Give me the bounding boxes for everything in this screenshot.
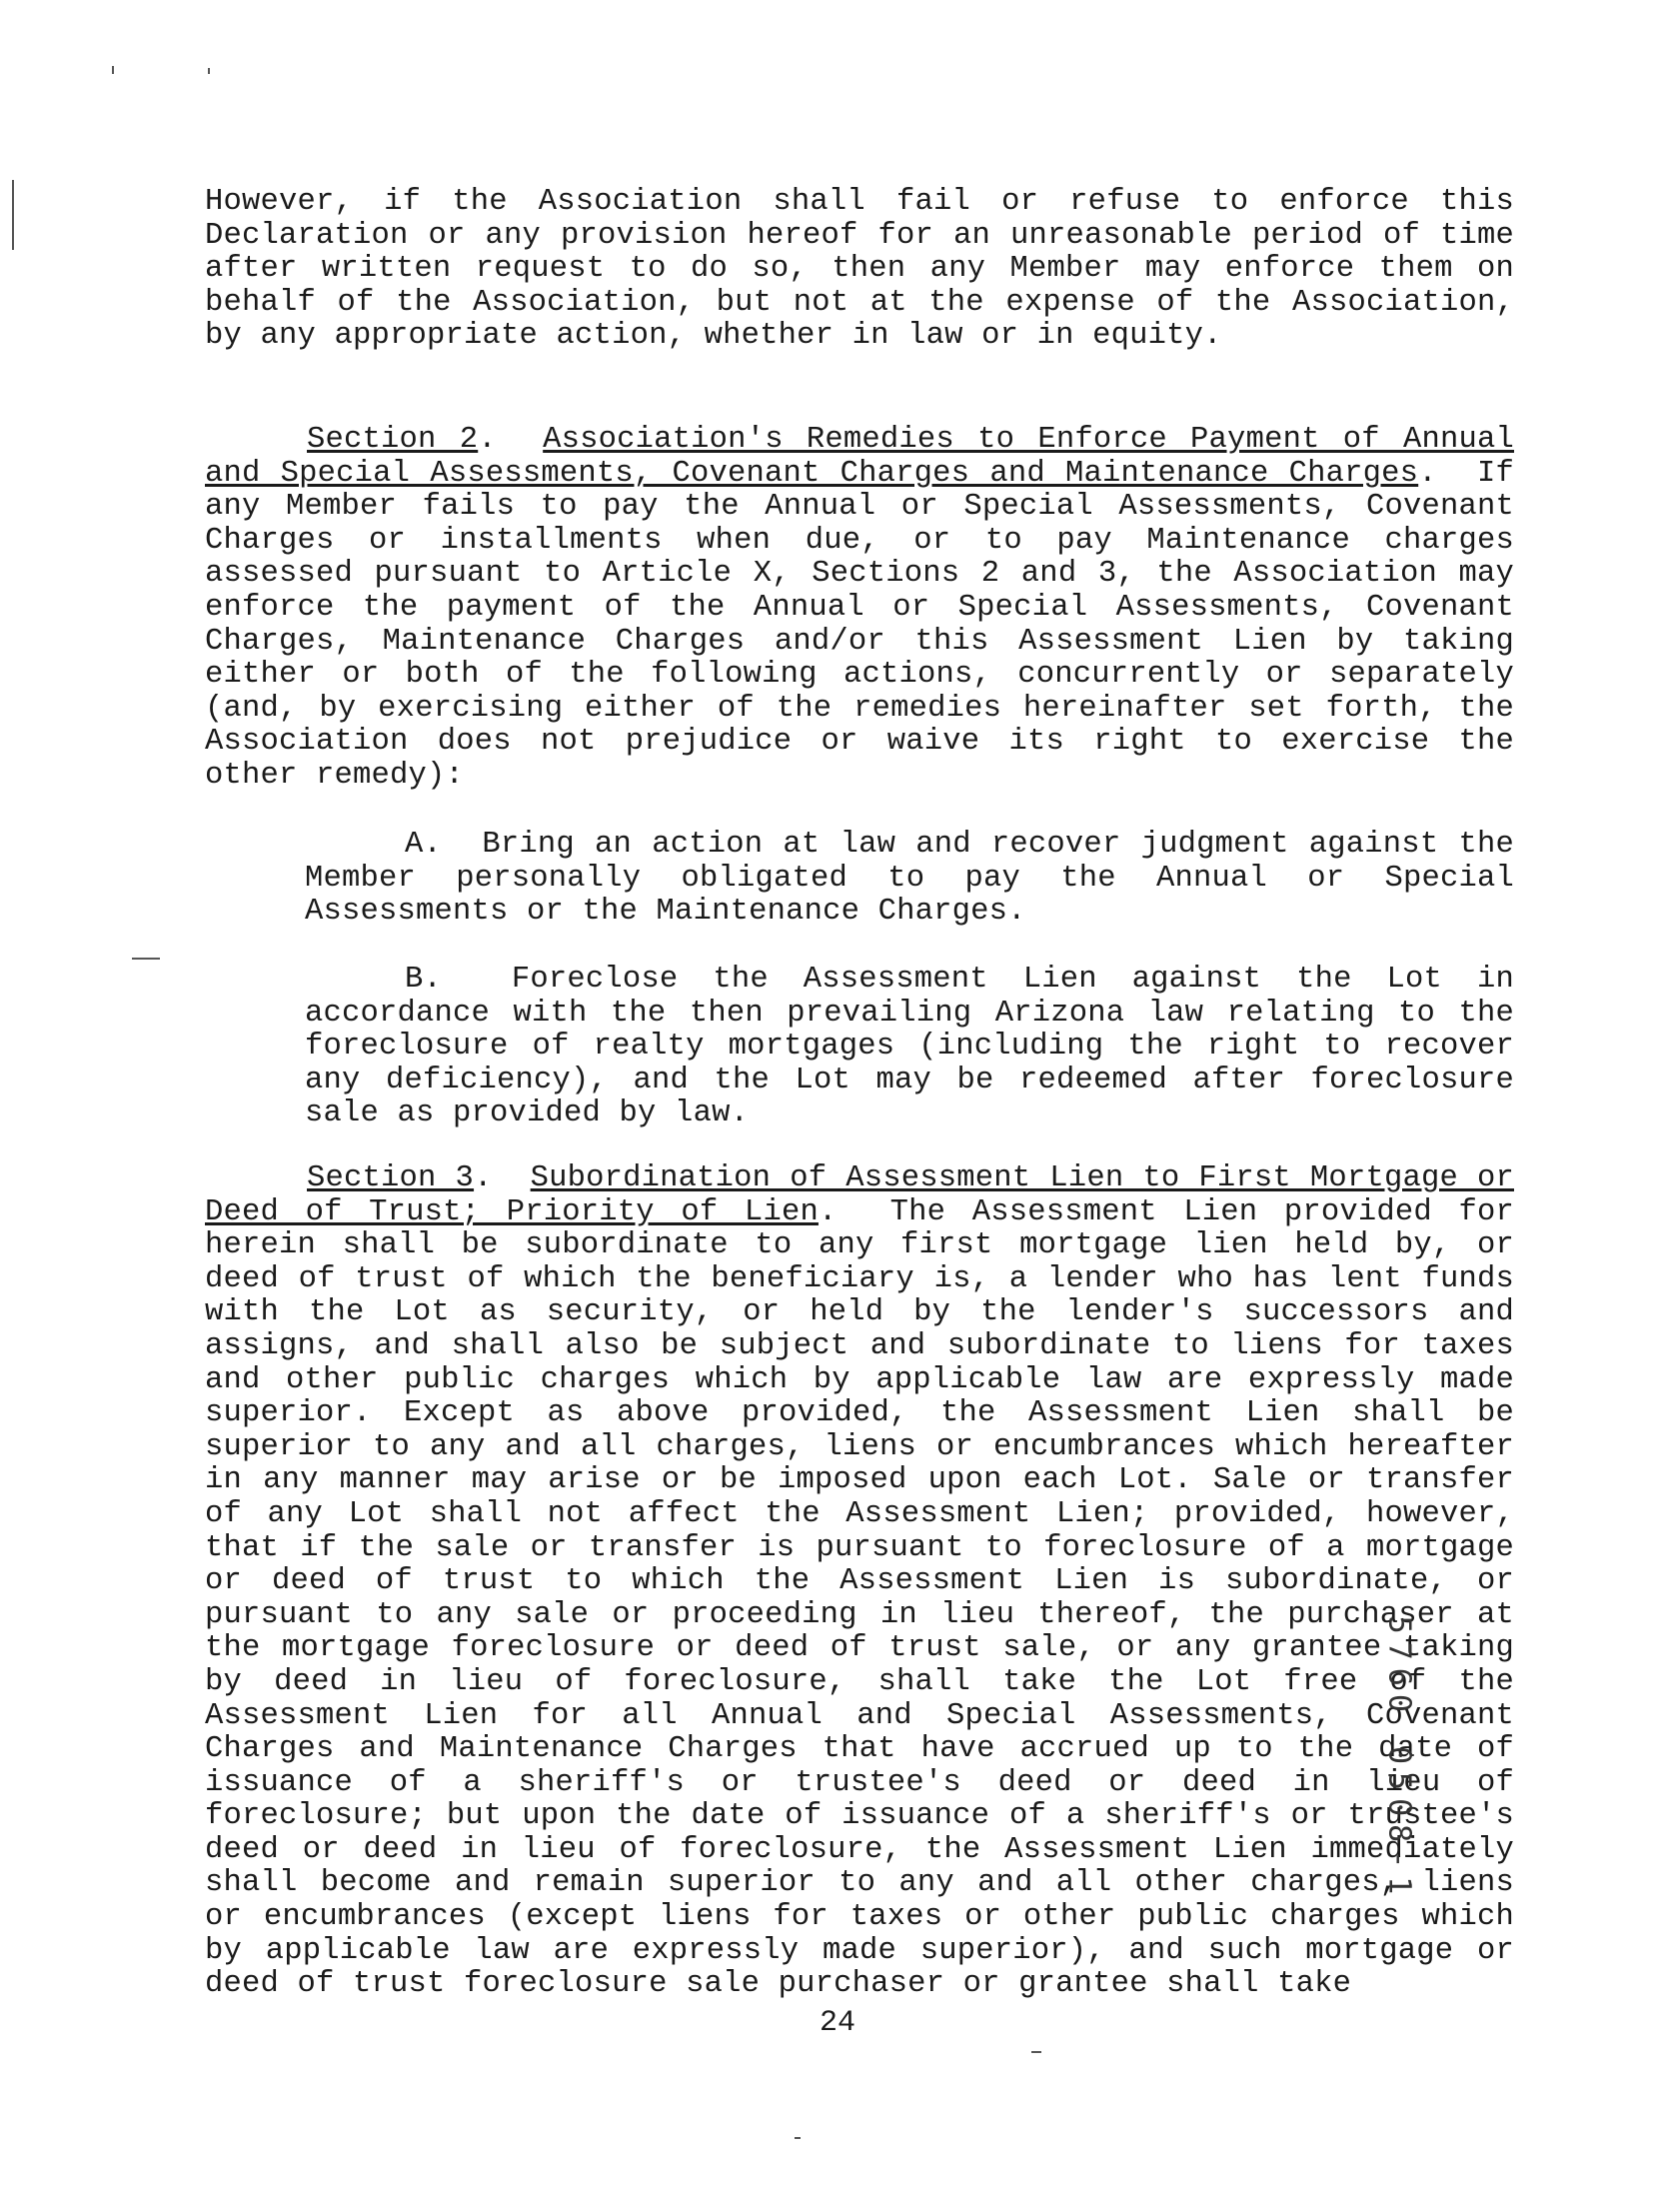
scan-mark-bottom [1031,2051,1041,2053]
section-2-label: Section 2 [307,423,479,457]
section-3-paragraph: Section 3. Subordination of Assessment Lien to First Mortgage or Deed of Trust; Priority of Lien. The Assessment Lien provided for herein shall be subordinate to any first mortgage lien held by, or deed of trust of which the beneficiary is, a lender who has lent funds with the Lot as security, or held by the lender's successors and assigns, and shall also be subject and subordinate to liens for taxes and other public charges which by applicable law are expressly made superior. Except as above provided, the Assessment Lien shall be superior to any and all charges, liens or encumbrances which hereafter in any manner may arise or be imposed upon each Lot. Sale or transfer of any Lot shall not affect the Assessment Lien; provided, however, that if the sale or transfer is pursuant to foreclosure of a mortgage or deed of trust to which the Assessment Lien is subordinate, or pursuant to any sale or proceeding in lieu thereof, the purchaser at the mortgage foreclosure or deed of trust sale, or any grantee taking by deed in lieu of foreclosure, shall take the Lot free of the Assessment Lien for all Annual and Special Assessments, Covenant Charges and Maintenance Charges that have accrued up to the date of issuance of a sheriff's or trustee's deed or deed in lieu of foreclosure; but upon the date of issuance of a sheriff's or trustee's deed or deed in lieu of foreclosure, the Assessment Lien immediately shall become and remain superior to any and all other charges, liens or encumbrances (except liens for taxes or other public charges which by applicable law are expressly made superior), and such mortgage or deed of trust foreclosure sale purchaser or grantee shall take [205,1161,1514,2002]
paragraph-enforcement: However, if the Association shall fail or refuse to enforce this Declaration or any provision hereof for an unreasonable period of time after written request to do so, then any Member may enforce them on behalf of the Association, but not at the expense of the Association, by any appropriate action, whether in law or in equity. [205,185,1514,354]
section-3-body: The Assessment Lien provided for herein shall be subordinate to any first mortgage lien held by, or deed of trust of which the beneficiary is, a lender who has lent funds with the Lot as security, or held by the lender's successors and assigns, and shall also be subject and subordinate to liens for taxes and other public charges which by applicable law are expressly made superior. Except as above provided, the Assessment Lien shall be superior to any and all charges, liens or encumbrances which hereafter in any manner may arise or be imposed upon each Lot. Sale or transfer of any Lot shall not affect the Assessment Lien; provided, however, that if the sale or transfer is pursuant to foreclosure of a mortgage or deed of trust to which the Assessment Lien is subordinate, or pursuant to any sale or proceeding in lieu thereof, the purchaser at the mortgage foreclosure or deed of trust sale, or any grantee taking by deed in lieu of foreclosure, shall take the Lot free of the Assessment Lien for all Annual and Special Assessments, Covenant Charges and Maintenance Charges that have accrued up to the date of issuance of a sheriff's or trustee's deed or deed in lieu of foreclosure; but upon the date of issuance of a sheriff's or trustee's deed or deed in lieu of foreclosure, the Assessment Lien immediately shall become and remain superior to any and all other charges, liens or encumbrances (except liens for taxes or other public charges which by applicable law are expressly made superior), and such mortgage or deed of trust foreclosure sale purchaser or grantee shall take [205,1194,1514,2002]
section-2-paragraph: Section 2. Association's Remedies to Enforce Payment of Annual and Special Assessments, Covenant Charges and Maintenance Charges. If any Member fails to pay the Annual or Special Assessments, Covenant Charges or installments when due, or to pay Maintenance charges assessed pursuant to Article X, Sections 2 and 3, the Association may enforce the payment of the Annual or Special Assessments, Covenant Charges, Maintenance Charges and/or this Assessment Lien by taking either or both of the following actions, concurrently or separately (and, by exercising either of the remedies hereinafter set forth, the Association does not prejudice or waive its right to exercise the other remedy): [205,423,1515,793]
section-2-heading: Association's Remedies to Enforce Payment of Annual and Special Assessments, Covenant Charges and Maintenance Charges [205,423,1515,491]
section-2-item-a [205,829,1514,930]
section-3 [205,1162,1514,2002]
scan-mark-margin-dash [132,958,160,960]
item-b-text: Foreclose the Assessment Lien against the Lot in accordance with the then prevailing Arizona law relating to the foreclosure of realty mortgages (including the right to recover any deficiency), and the Lot may be redeemed after foreclosure sale as provided by law. [305,963,1514,1131]
section-2-body: If any Member fails to pay the Annual or Special Assessments, Covenant Charges or installments when due, or to pay Maintenance charges assessed pursuant to Article X, Sections 2 and 3, the Association may enforce the payment of the Annual or Special Assessments, Covenant Charges, Maintenance Charges and/or this Assessment Lien by taking either or both of the following actions, concurrently or separately (and, by exercising either of the remedies hereinafter set forth, the Association does not prejudice or waive its right to exercise the other remedy): [205,456,1514,793]
scan-mark-left-bar [12,180,14,250]
section-3-heading: Subordination of Assessment Lien to First Mortgage or Deed of Trust; Priority of Lien [205,1161,1514,1229]
text-block-intro [205,186,1514,354]
item-a-paragraph [305,829,1514,930]
scan-mark-top [208,68,210,74]
recording-stamp [1379,1599,1419,1919]
item-a-text: Bring an action at law and recover judgment against the Member personally obligated to pay the Annual or Special Assessments or the Maintenance Charges. [305,828,1514,930]
recording-stamp-text: 5760 0508-1 [1381,1615,1417,1903]
section-3-label: Section 3 [307,1161,475,1195]
scan-mark-top-left [112,66,114,74]
page-number: 24 [820,2006,856,2040]
item-b-marker: B. [405,963,443,997]
item-b-paragraph [305,964,1514,1131]
section-2 [205,424,1514,794]
item-a-marker: A. [405,828,443,862]
section-2-item-b [205,964,1514,1131]
scan-mark-bottom-2 [795,2137,801,2139]
